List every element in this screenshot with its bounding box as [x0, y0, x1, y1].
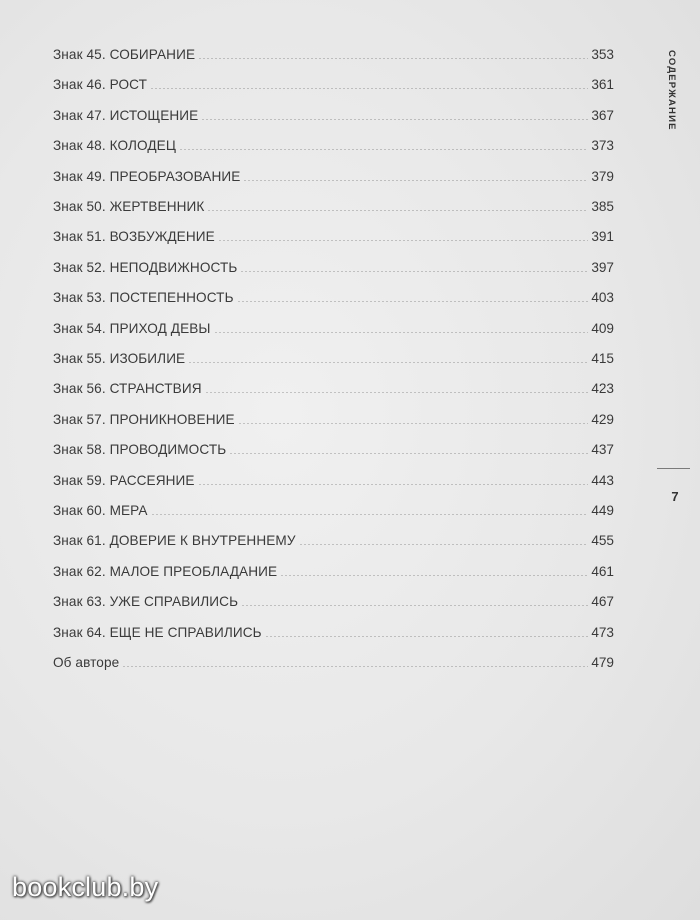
toc-entry-title: Знак 62. МАЛОЕ ПРЕОБЛАДАНИЕ	[53, 563, 278, 579]
dot-leader	[280, 575, 588, 576]
dot-leader	[243, 180, 588, 181]
dot-leader	[198, 484, 589, 485]
toc-entry	[53, 587, 614, 611]
toc-entry-title: Знак 47. ИСТОЩЕНИЕ	[53, 107, 199, 123]
dot-leader	[205, 392, 589, 393]
toc-entry	[53, 618, 614, 642]
toc-entry-title: Знак 61. ДОВЕРИЕ К ВНУТРЕННЕМУ	[53, 533, 296, 549]
toc-entry-title: Знак 49. ПРЕОБРАЗОВАНИЕ	[53, 168, 241, 184]
toc-entry-page: 409	[591, 320, 614, 336]
dot-leader	[150, 88, 588, 89]
dot-leader	[299, 544, 589, 545]
toc-entry-page: 397	[591, 259, 614, 275]
toc-entry-title: Знак 45. СОБИРАНИЕ	[53, 47, 196, 62]
dot-leader	[218, 240, 589, 241]
toc-entry-page: 449	[591, 503, 614, 518]
dot-leader	[201, 119, 588, 120]
dot-leader	[229, 453, 588, 454]
running-section-label: СОДЕРЖАНИЕ	[666, 50, 677, 131]
toc-entry-page: 353	[591, 47, 614, 62]
toc-entry-title: Знак 53. ПОСТЕПЕННОСТЬ	[53, 290, 234, 306]
toc-entry-page: 443	[591, 472, 614, 488]
toc-entry-title: Знак 51. ВОЗБУЖДЕНИЕ	[53, 229, 215, 245]
toc-entry	[53, 162, 614, 186]
toc-entry	[53, 253, 614, 277]
toc-entry-page: 437	[591, 442, 614, 458]
toc-entry	[53, 344, 614, 368]
toc-entry-title: Знак 48. КОЛОДЕЦ	[53, 138, 176, 154]
toc-entry	[53, 496, 614, 520]
dot-leader	[198, 58, 588, 59]
toc-entry	[53, 466, 614, 490]
page-number: 7	[671, 489, 679, 504]
toc-entry-title: Знак 59. РАССЕЯНИЕ	[53, 472, 195, 488]
margin-rule	[657, 468, 690, 469]
dot-leader	[238, 423, 589, 424]
toc-entry-title: Знак 64. ЕЩЕ НЕ СПРАВИЛИСЬ	[53, 624, 262, 640]
toc-entry-page: 361	[591, 77, 614, 93]
toc-entry-title: Знак 52. НЕПОДВИЖНОСТЬ	[53, 259, 238, 275]
dot-leader	[207, 210, 588, 211]
toc-entry-page: 473	[591, 624, 614, 640]
toc-entry-title: Знак 63. УЖЕ СПРАВИЛИСЬ	[53, 594, 239, 610]
toc-entry-page: 455	[591, 533, 614, 549]
dot-leader	[237, 301, 589, 302]
toc-entry-page: 373	[591, 138, 614, 154]
dot-leader	[214, 332, 589, 333]
toc-entry-page: 423	[591, 381, 614, 397]
toc-entry	[53, 648, 614, 672]
toc-entry-page: 385	[591, 199, 614, 214]
toc-entry	[53, 70, 614, 94]
toc-entry	[53, 374, 614, 398]
dot-leader	[241, 605, 588, 606]
dot-leader	[188, 362, 588, 363]
toc-entry	[53, 526, 614, 550]
toc-entry	[53, 222, 614, 246]
dot-leader	[240, 271, 588, 272]
toc-entry	[53, 557, 614, 581]
toc-entry-title: Знак 46. РОСТ	[53, 77, 147, 93]
toc-entry	[53, 283, 614, 307]
toc-entry-page: 379	[591, 168, 614, 184]
dot-leader	[179, 149, 588, 150]
toc-entry-page: 467	[591, 594, 614, 610]
toc-entry-page: 429	[591, 411, 614, 427]
toc-entry-page: 391	[591, 229, 614, 245]
toc-entry-title: Знак 50. ЖЕРТВЕННИК	[53, 199, 205, 214]
toc-entry	[53, 192, 614, 216]
toc-entry	[53, 405, 614, 429]
toc-entry-page: 461	[591, 563, 614, 579]
toc-entry-page: 415	[591, 351, 614, 366]
toc-entry-page: 367	[591, 107, 614, 123]
toc-entry	[53, 435, 614, 459]
toc-entry	[53, 40, 614, 64]
toc-entry-title: Знак 56. СТРАНСТВИЯ	[53, 381, 202, 397]
dot-leader	[151, 514, 589, 515]
dot-leader	[265, 636, 589, 637]
dot-leader	[122, 666, 588, 667]
toc-entry-title: Знак 58. ПРОВОДИМОСТЬ	[53, 442, 227, 458]
toc-entry-title: Знак 54. ПРИХОД ДЕВЫ	[53, 320, 211, 336]
toc-entry-title: Знак 60. МЕРА	[53, 503, 148, 518]
toc-entry-page: 479	[591, 655, 614, 670]
toc-entry-title: Знак 55. ИЗОБИЛИЕ	[53, 351, 186, 366]
watermark-text: bookclub.by	[12, 872, 159, 902]
toc-entry-title: Знак 57. ПРОНИКНОВЕНИЕ	[53, 411, 235, 427]
toc-entry	[53, 101, 614, 125]
toc-entry-title: Об авторе	[53, 655, 120, 670]
toc-entry	[53, 314, 614, 338]
toc-entry-page: 403	[591, 290, 614, 306]
toc-entry	[53, 131, 614, 155]
